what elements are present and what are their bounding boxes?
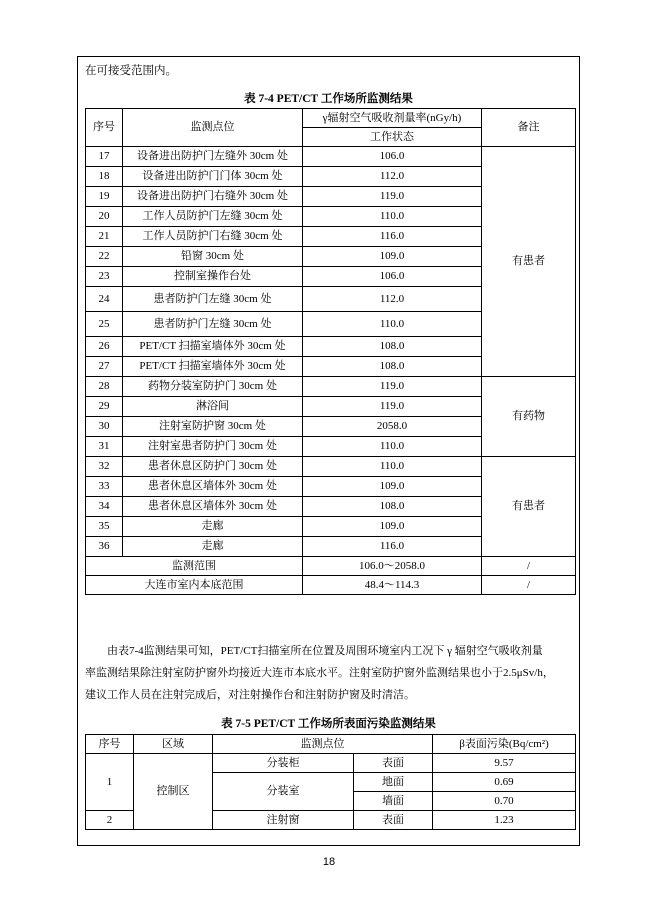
value-cell: 109.0 — [303, 477, 482, 497]
row-no: 17 — [86, 147, 123, 167]
paragraph-line: 由表7-4监测结果可知，PET/CT扫描室所在位置及周围环境室内工况下 γ 辐射空气吸收剂量 — [107, 645, 543, 657]
sub-cell: 表面 — [354, 811, 433, 830]
table-7-5 — [85, 734, 576, 830]
row-no: 19 — [86, 187, 123, 207]
row-no: 20 — [86, 207, 123, 227]
point-cell: 注射室防护窗 30cm 处 — [123, 417, 303, 437]
summary-note: / — [482, 576, 576, 595]
point-cell: 工作人员防护门左缝 30cm 处 — [123, 207, 303, 227]
row-no: 23 — [86, 267, 123, 287]
row-no: 28 — [86, 377, 123, 397]
point-cell: 走廊 — [123, 517, 303, 537]
header-value: β表面污染(Bq/cm²) — [433, 735, 576, 754]
header-point: 监测点位 — [123, 109, 303, 147]
table-7-5-caption: 表 7-5 PET/CT 工作场所表面污染监测结果 — [221, 718, 436, 730]
point-cell: 患者休息区防护门 30cm 处 — [123, 457, 303, 477]
value-cell: 106.0 — [303, 147, 482, 167]
point-cell: 设备进出防护门左缝外 30cm 处 — [123, 147, 303, 167]
table-row — [86, 147, 576, 167]
area-cell: 控制区 — [134, 754, 213, 830]
point-cell: 患者防护门左缝 30cm 处 — [123, 312, 303, 337]
row-no: 1 — [86, 754, 134, 811]
row-no: 22 — [86, 247, 123, 267]
value-cell: 116.0 — [303, 227, 482, 247]
value-cell: 9.57 — [433, 754, 576, 773]
note-cell: 有患者 — [482, 457, 576, 557]
row-no: 18 — [86, 167, 123, 187]
point-cell: 患者防护门左缝 30cm 处 — [123, 287, 303, 312]
row-no: 34 — [86, 497, 123, 517]
summary-row — [86, 557, 576, 576]
value-cell: 108.0 — [303, 337, 482, 357]
sub-cell: 地面 — [354, 773, 433, 792]
value-cell: 108.0 — [303, 357, 482, 377]
value-cell: 109.0 — [303, 247, 482, 267]
intro-text: 在可接受范围内。 — [85, 65, 177, 77]
summary-value: 48.4～114.3 — [303, 576, 482, 595]
value-cell: 110.0 — [303, 207, 482, 227]
point-cell: 设备进出防护门门体 30cm 处 — [123, 167, 303, 187]
value-cell: 0.70 — [433, 792, 576, 811]
value-cell: 119.0 — [303, 377, 482, 397]
row-no: 26 — [86, 337, 123, 357]
summary-value: 106.0～2058.0 — [303, 557, 482, 576]
value-cell: 0.69 — [433, 773, 576, 792]
row-no: 36 — [86, 537, 123, 557]
row-no: 33 — [86, 477, 123, 497]
header-rate: γ辐射空气吸收剂量率(nGy/h) — [303, 109, 482, 128]
value-cell: 110.0 — [303, 437, 482, 457]
header-point: 监测点位 — [213, 735, 433, 754]
point-cell: PET/CT 扫描室墙体外 30cm 处 — [123, 357, 303, 377]
table-7-4 — [85, 108, 576, 595]
note-cell: 有患者 — [482, 147, 576, 377]
header-state: 工作状态 — [303, 128, 482, 147]
page-number: 18 — [322, 856, 336, 868]
point-cell: 患者休息区墙体外 30cm 处 — [123, 497, 303, 517]
value-cell: 106.0 — [303, 267, 482, 287]
summary-label: 大连市室内本底范围 — [86, 576, 303, 595]
point-cell: 注射窗 — [213, 811, 354, 830]
row-no: 27 — [86, 357, 123, 377]
value-cell: 109.0 — [303, 517, 482, 537]
row-no: 35 — [86, 517, 123, 537]
point-cell: 淋浴间 — [123, 397, 303, 417]
point-cell: 设备进出防护门右缝外 30cm 处 — [123, 187, 303, 207]
value-cell: 112.0 — [303, 287, 482, 312]
row-no: 2 — [86, 811, 134, 830]
header-area: 区域 — [134, 735, 213, 754]
table-7-4-caption: 表 7-4 PET/CT 工作场所监测结果 — [244, 93, 413, 105]
sub-cell: 墙面 — [354, 792, 433, 811]
row-no: 25 — [86, 312, 123, 337]
analysis-paragraph — [85, 640, 575, 706]
table-row — [86, 377, 576, 397]
point-cell: 患者休息区墙体外 30cm 处 — [123, 477, 303, 497]
value-cell: 110.0 — [303, 457, 482, 477]
row-no: 31 — [86, 437, 123, 457]
paragraph-line: 率监测结果除注射室防护窗外均接近大连市本底水平。注射室防护窗外监测结果也小于2.5μSv/h， — [85, 667, 554, 679]
point-cell: 控制室操作台处 — [123, 267, 303, 287]
header-no: 序号 — [86, 735, 134, 754]
point-cell: 分装室 — [213, 773, 354, 811]
point-cell: 工作人员防护门右缝 30cm 处 — [123, 227, 303, 247]
summary-row — [86, 576, 576, 595]
note-cell: 有药物 — [482, 377, 576, 457]
value-cell: 112.0 — [303, 167, 482, 187]
row-no: 21 — [86, 227, 123, 247]
value-cell: 119.0 — [303, 187, 482, 207]
value-cell: 110.0 — [303, 312, 482, 337]
summary-label: 监测范围 — [86, 557, 303, 576]
paragraph-line: 建议工作人员在注射完成后，对注射操作台和注射防护窗及时清洁。 — [85, 689, 415, 701]
summary-note: / — [482, 557, 576, 576]
header-note: 备注 — [482, 109, 576, 147]
value-cell: 116.0 — [303, 537, 482, 557]
value-cell: 1.23 — [433, 811, 576, 830]
point-cell: 走廊 — [123, 537, 303, 557]
point-cell: 注射室患者防护门 30cm 处 — [123, 437, 303, 457]
row-no: 32 — [86, 457, 123, 477]
point-cell: 药物分装室防护门 30cm 处 — [123, 377, 303, 397]
point-cell: PET/CT 扫描室墙体外 30cm 处 — [123, 337, 303, 357]
row-no: 29 — [86, 397, 123, 417]
row-no: 30 — [86, 417, 123, 437]
value-cell: 2058.0 — [303, 417, 482, 437]
sub-cell: 表面 — [354, 754, 433, 773]
row-no: 24 — [86, 287, 123, 312]
table-row — [86, 457, 576, 477]
point-cell: 铅窗 30cm 处 — [123, 247, 303, 267]
header-no: 序号 — [86, 109, 123, 147]
value-cell: 108.0 — [303, 497, 482, 517]
value-cell: 119.0 — [303, 397, 482, 417]
point-cell: 分装柜 — [213, 754, 354, 773]
